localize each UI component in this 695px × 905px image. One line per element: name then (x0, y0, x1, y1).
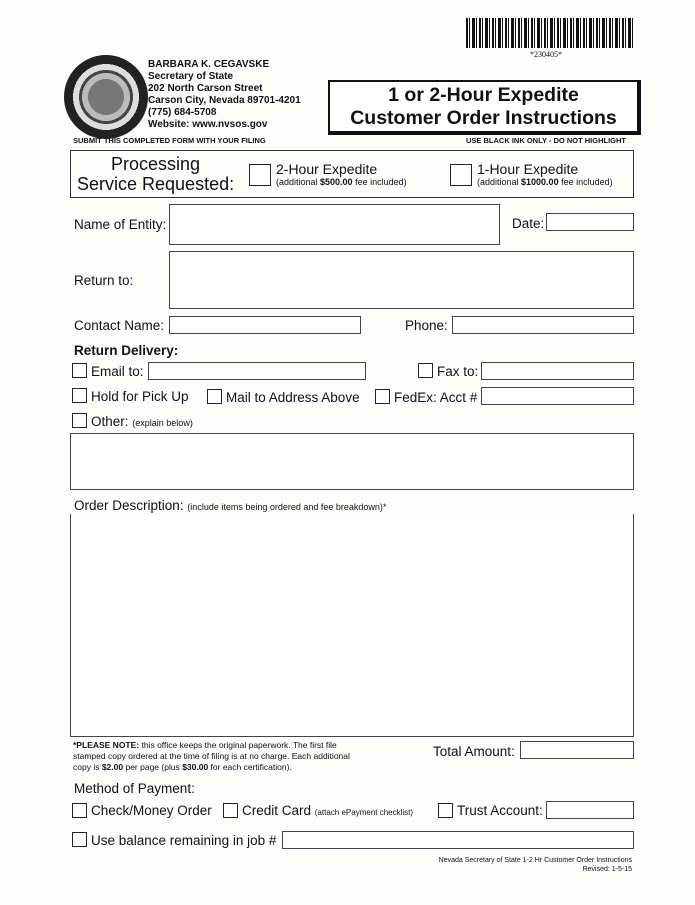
barcode (466, 18, 634, 48)
city-address: Carson City, Nevada 89701-4201 (148, 95, 301, 106)
check-checkbox[interactable] (72, 803, 87, 818)
submit-notice: SUBMIT THIS COMPLETED FORM WITH YOUR FILING (73, 136, 266, 145)
order-note: (include items being ordered and fee breakdown)* (187, 502, 387, 512)
check-label: Check/Money Order (91, 803, 212, 818)
card-checkbox[interactable] (223, 803, 238, 818)
balance-checkbox[interactable] (72, 832, 87, 847)
card-text: Credit Card (242, 803, 312, 818)
email-checkbox[interactable] (72, 363, 87, 378)
other-label (91, 414, 193, 429)
fee-text: (additional (276, 177, 321, 187)
trust-input[interactable] (546, 801, 634, 819)
note-amount: $30.00 (182, 762, 209, 772)
mail-label: Mail to Address Above (226, 390, 360, 405)
note-line3 (73, 762, 350, 773)
phone-label: Phone: (405, 318, 448, 333)
please-note (73, 740, 350, 773)
other-text: Other: (91, 414, 129, 429)
form-title (328, 80, 641, 135)
street-address: 202 North Carson Street (148, 83, 263, 94)
footer-line2: Revised: 1-5-15 (582, 866, 632, 873)
footer (380, 856, 632, 874)
office-header (148, 59, 301, 131)
website: Website: www.nvsos.gov (148, 119, 268, 130)
contact-input[interactable] (169, 316, 361, 334)
mail-checkbox[interactable] (207, 389, 222, 404)
date-input[interactable] (546, 213, 634, 231)
footer-line1: Nevada Secretary of State 1-2 Hr Customer Order Instructions (438, 857, 632, 864)
delivery-heading: Return Delivery: (74, 343, 179, 358)
pickup-checkbox[interactable] (72, 388, 87, 403)
barcode-number: *230405* (530, 50, 562, 59)
total-input[interactable] (520, 741, 634, 759)
return-input[interactable] (169, 251, 634, 309)
note-text: this office keeps the original paperwork. The first file (139, 740, 337, 750)
fee-amount: $500.00 (320, 177, 353, 187)
email-label: Email to: (91, 364, 144, 379)
entity-input[interactable] (169, 204, 500, 245)
fax-checkbox[interactable] (418, 363, 433, 378)
order-input[interactable] (70, 514, 634, 737)
balance-label: Use balance remaining in job # (91, 833, 277, 848)
two-hour-fee (276, 177, 407, 187)
trust-checkbox[interactable] (438, 803, 453, 818)
phone-input[interactable] (452, 316, 634, 334)
note-text: for each certification). (208, 762, 292, 772)
email-input[interactable] (148, 362, 366, 380)
fee-text: fee included) (558, 177, 613, 187)
contact-label: Contact Name: (74, 318, 165, 333)
one-hour-checkbox[interactable] (450, 164, 472, 186)
note-text: per page (plus (123, 762, 183, 772)
fedex-label: FedEx: Acct # (394, 390, 478, 405)
date-label: Date: (512, 216, 545, 231)
payment-heading: Method of Payment: (74, 781, 195, 796)
note-text: copy is (73, 762, 102, 772)
title-line1: 1 or 2-Hour Expedite (388, 84, 579, 106)
fax-label: Fax to: (437, 364, 479, 379)
other-checkbox[interactable] (72, 413, 87, 428)
balance-input[interactable] (282, 831, 634, 849)
ink-notice: USE BLACK INK ONLY - DO NOT HIGHLIGHT (466, 136, 627, 145)
one-hour-fee (477, 177, 613, 187)
total-label: Total Amount: (433, 744, 515, 759)
fee-amount: $1000.00 (521, 177, 559, 187)
processing-label-1: Processing (111, 154, 201, 174)
card-label (242, 803, 413, 818)
fee-text: fee included) (352, 177, 407, 187)
note-line1 (73, 740, 350, 751)
two-hour-checkbox[interactable] (249, 164, 271, 186)
fedex-checkbox[interactable] (375, 389, 390, 404)
one-hour-label: 1-Hour Expedite (477, 161, 579, 177)
fax-input[interactable] (481, 362, 634, 380)
return-label: Return to: (74, 273, 134, 288)
order-label-text: Order Description: (74, 498, 184, 513)
note-bold: *PLEASE NOTE: (73, 740, 140, 750)
official-name: BARBARA K. CEGAVSKE (148, 59, 270, 70)
trust-label: Trust Account: (457, 803, 543, 818)
other-note: (explain below) (132, 418, 193, 428)
fedex-input[interactable] (481, 387, 634, 405)
processing-label-2: Service Requested: (77, 174, 235, 194)
other-input[interactable] (70, 433, 634, 490)
state-seal-logo (64, 55, 148, 139)
note-line2: stamped copy ordered at the time of filing is at no charge. Each additional (73, 751, 350, 761)
pickup-label: Hold for Pick Up (91, 389, 189, 404)
entity-label: Name of Entity: (74, 217, 167, 232)
note-amount: $2.00 (101, 762, 124, 772)
office-title: Secretary of State (148, 71, 234, 82)
office-phone: (775) 684-5708 (148, 107, 217, 118)
title-line2: Customer Order Instructions (350, 107, 617, 129)
fee-text: (additional (477, 177, 522, 187)
order-label (74, 498, 386, 513)
two-hour-label: 2-Hour Expedite (276, 161, 378, 177)
card-note: (attach ePayment checklist) (314, 808, 414, 817)
